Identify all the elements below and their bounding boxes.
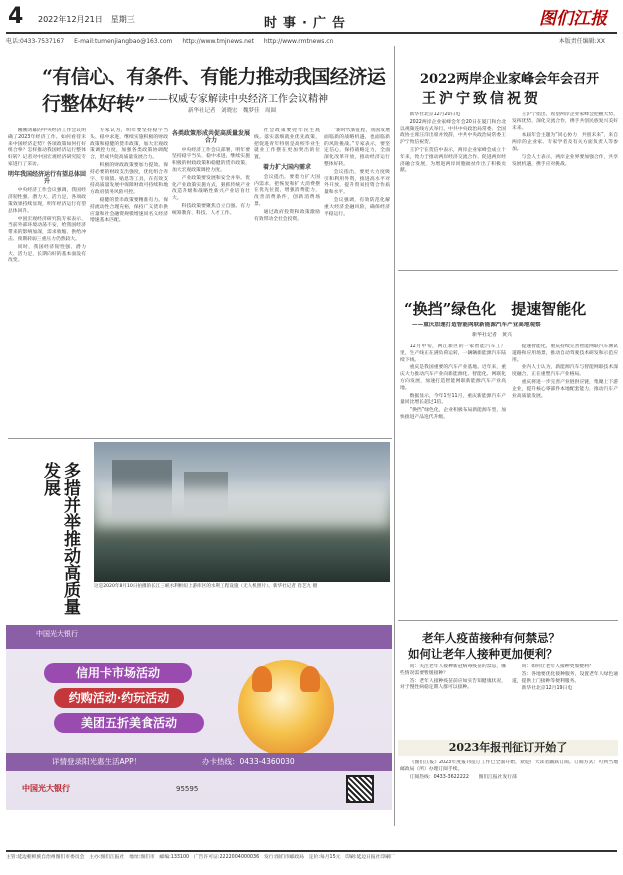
vertical-headline: 多措并举推动高质量发展 bbox=[40, 462, 80, 615]
right-headline-2: “换挡”绿色化 提速智能化 bbox=[404, 300, 587, 318]
article-paragraph: 重庆将进一步完善产业链供应链，集聚上下游企业，提升核心零部件本地配套能力，推动汽车产业高质量发展。 bbox=[512, 379, 618, 399]
ad-headline-2: 约购活动·约玩活动 bbox=[54, 688, 184, 708]
article-paragraph: 会议强调，有效防范化解重大经济金融风险，确保经济平稳运行。 bbox=[324, 197, 390, 217]
article-paragraph: 重庆是我国重要的汽车产业基地。近年来，重庆大力推动汽车产业向新能源化、智能化、网联化方向发展，加速打造智能网联新能源汽车产业高地。 bbox=[400, 365, 506, 391]
article-column-3 bbox=[172, 128, 250, 428]
phone: 电话:0433-7537167 bbox=[6, 38, 65, 45]
article-paragraph: 12月中旬，两江新区的一家智能汽车工厂里，生产线正在满负荷运转，一辆辆新能源汽车陆续下线。 bbox=[400, 344, 506, 363]
right-byline-2: 新华社记者 黄兴 bbox=[472, 332, 513, 338]
bank-advertisement bbox=[6, 625, 392, 810]
service-number: 95595 bbox=[176, 785, 199, 793]
article-paragraph: 中央经济工作会议部署，明年要坚持稳字当头、稳中求进，继续实施积极的财政政策和稳健的货币政策，加大宏观政策调控力度。 bbox=[172, 147, 250, 173]
ad-app-text: 详情登录阳光惠生活APP！ bbox=[52, 757, 142, 766]
article-paragraph: 同时，我国经济韧性强、潜力大、活力足，长期向好的基本面没有改变。 bbox=[8, 244, 86, 264]
article-paragraph: “新时代新征程，我国发展面临新的战略机遇，也面临新的风险挑战。”专家表示，要坚定信心，保持战略定力，全面深化改革开放，推动经济运行整体好转。 bbox=[324, 128, 390, 167]
article-paragraph: 问：关注老年人接种新冠病毒疫苗的禁忌，哪些情况需要暂缓接种？ bbox=[400, 664, 506, 676]
mascot-ear bbox=[300, 666, 320, 692]
mascot-ear bbox=[252, 666, 272, 692]
right-headline-1b: 王沪宁致信祝贺 bbox=[422, 91, 541, 107]
right-article-2-col-b bbox=[512, 344, 618, 614]
cloud-layer bbox=[94, 487, 390, 527]
article-paragraph: 本届年会主题为“同心协力 共创未来”，来自两岸的企业家、专家学者及有关方面负责人等参加。 bbox=[512, 133, 618, 152]
article-column-2 bbox=[90, 128, 168, 428]
article-column-4 bbox=[254, 128, 320, 428]
article-column-5 bbox=[324, 128, 390, 428]
right-headline-1: 2022两岸企业家峰会年会召开 bbox=[420, 72, 600, 87]
article-paragraph: 产业政策要发展和安全并举。优化产业政策实施方式，狠抓传统产业改造升级和战略性新兴产业培育壮大。 bbox=[172, 175, 250, 202]
ad-info-bar bbox=[6, 753, 392, 771]
editor-line: 本版责任编辑:XX bbox=[558, 38, 605, 45]
main-headline: “有信心、有条件、有能力推动我国经济运行整体好转” bbox=[42, 66, 386, 115]
footer-info: 主管:延边朝鲜族自治州图们市委员会 主办:图们江报社 地址:图们市 邮编:133100 广告许可证:2222004000036 发行:图们市邮政局 定价:每月15元 印刷:延边日报社印刷厂 bbox=[6, 850, 617, 872]
article-paragraph: 业内人士认为，新能源汽车与智能网联技术深度融合，正在重塑汽车产业格局。 bbox=[512, 365, 618, 378]
article-section-head: 着力扩大国内需求 bbox=[262, 163, 311, 171]
article-paragraph: 王沪宁指出，希望两岸企业家峰会把握大势，发挥优势，深化交流合作，携手共创民族复兴美好未来。 bbox=[512, 112, 618, 131]
email: E-mail:tumenjiangbao@163.com bbox=[74, 38, 173, 45]
section-divider bbox=[398, 620, 618, 621]
right-article-3-col-b bbox=[512, 664, 618, 736]
right-subheadline-2: ——重庆加速打造智能网联新能源汽车产业高地观察 bbox=[412, 322, 541, 328]
ad-ribbon bbox=[6, 625, 392, 649]
article-paragraph: 会议指出，要更大力度吸引和利用外资，推进高水平对外开放，提升贸易投资合作质量和水平。 bbox=[324, 169, 390, 196]
right-article-3-col-a bbox=[400, 664, 506, 736]
article-paragraph: 积极的财政政策要加力提效。保持必要的财政支出强度，优化组合赤字、专项债、贴息等工具，在有效支持高质量发展中保障财政可持续和地方政府债务风险可控。 bbox=[90, 162, 168, 196]
main-byline: 新华社记者 刘晓宏 魏梦佳 周圆 bbox=[188, 108, 277, 114]
article-paragraph: 与会人士表示，两岸企业界要加强合作，共享发展机遇，携手应对挑战。 bbox=[512, 154, 618, 167]
article-paragraph: 通过政府投资和政策激励有效带动全社会投资。 bbox=[254, 209, 320, 222]
right-article-2-col-a bbox=[400, 344, 506, 614]
ad-brand-top: 中国光大银行 bbox=[36, 630, 78, 638]
section-title: 时事·广告 bbox=[264, 16, 351, 31]
right-article-1-col-a bbox=[400, 112, 506, 262]
article-paragraph: 数据显示，今年1至11月，重庆新能源汽车产量同比增长超过1倍。 bbox=[400, 393, 506, 406]
article-paragraph: 《图们江报》2023年度报刊征订工作已全面开始，欢迎广大读者踊跃订阅。订阅方式：可到当地邮政局（所）办理订阅手续。 bbox=[400, 760, 618, 772]
newspaper-logo: 图们江报 bbox=[539, 9, 607, 29]
photo-caption: 这是2020年8月10日拍摄的长江三峡水利枢纽上游库区的水利工程设施（无人机照片）。新华社记者 肖艺九 摄 bbox=[94, 584, 318, 589]
article-paragraph: 新华社北京12月19日电 bbox=[521, 686, 573, 692]
article-paragraph: 提速智能化，重庆持续完善智能网联汽车测试道路和应用场景，推动自动驾驶技术研发和示范应用。 bbox=[512, 344, 618, 363]
subscribe-details bbox=[400, 760, 618, 844]
water-surface bbox=[94, 544, 390, 582]
right-headline-3: 老年人疫苗接种有何禁忌？ bbox=[422, 631, 560, 645]
article-paragraph: 社会政策要兜牢民生底线。落实落细就业优先政策，把促进青年特别是高校毕业生就业工作摆在更加突出的位置。 bbox=[254, 128, 320, 161]
article-paragraph: 中央经济工作会议强调，我国经济韧性强、潜力大、活力足，各项政策效果持续显现，明年经济运行有望总体回升。 bbox=[8, 188, 86, 214]
issue-date: 2022年12月21日 星期三 bbox=[38, 15, 135, 24]
bank-logo: 中国光大银行 bbox=[22, 784, 70, 793]
page-number: 4 bbox=[8, 4, 24, 29]
website-link[interactable]: http://www.tmjnews.net bbox=[182, 38, 254, 45]
main-subheadline: ——权威专家解读中央经济工作会议精神 bbox=[148, 94, 328, 105]
article-paragraph: 稳健的货币政策要精准有力。保持流动性合理充裕，保持广义货币供应量和社会融资规模增速同名义经济增速基本匹配。 bbox=[90, 197, 168, 224]
mascot-image bbox=[238, 660, 334, 756]
section-divider bbox=[398, 270, 618, 271]
article-section-head: 各类政策形成共促高质量发展合力 bbox=[172, 130, 250, 144]
article-paragraph: 答：老年人接种疫苗前应如实告知健康状况，对于慢性病稳定期人群可以接种。 bbox=[400, 678, 506, 691]
column-divider bbox=[394, 46, 395, 826]
right-headline-3b: 如何让老年人接种更加便利？ bbox=[408, 647, 558, 661]
contact-line bbox=[6, 32, 617, 44]
news-photo bbox=[94, 442, 390, 582]
article-paragraph: “换挡”绿色化，企业积极布局新能源车型，加快推进产品迭代升级。 bbox=[400, 408, 506, 420]
ad-headline-1: 信用卡市场活动 bbox=[44, 663, 192, 683]
article-paragraph: 专家认为，明年要坚持稳字当头、稳中求进，继续实施积极的财政政策和稳健的货币政策，加大宏观政策调控力度，加强各类政策协调配合，形成共促高质量发展合力。 bbox=[90, 128, 168, 161]
masthead bbox=[6, 4, 617, 32]
article-section-head: 明年我国经济运行有望总体回升 bbox=[8, 170, 86, 185]
article-paragraph: 中国宏观经济研究院专家表示，当前外部环境动荡不安，给我国经济带来的影响加深，需求收缩、供给冲击、预期转弱三重压力仍然较大。 bbox=[8, 216, 86, 242]
section-divider bbox=[8, 438, 392, 439]
website-link-2[interactable]: http://www.rmtnews.cn bbox=[263, 38, 334, 45]
article-paragraph: 会议提出，要着力扩大国内需求，把恢复和扩大消费摆在优先位置，增强消费能力，改善消费条件，创新消费场景。 bbox=[254, 174, 320, 207]
article-paragraph: 刚刚闭幕的中央经济工作会议明确了2023年经济工作。如何看待未来中国经济走势？各项政策如何打好组合拳？怎样推动我国经济运行整体好转？记者对中国宏观经济研究院专家进行了采访。 bbox=[8, 128, 86, 167]
subscribe-banner: 2023年报刊征订开始了 bbox=[398, 740, 618, 756]
ad-headline-3: 美团五折美食活动 bbox=[54, 713, 204, 733]
qr-code-icon bbox=[346, 775, 374, 803]
article-paragraph: 新华社北京12月20日电 bbox=[409, 112, 461, 117]
article-paragraph: 订阅热线：0433-3622222 图们江报社发行部 bbox=[409, 774, 517, 780]
article-paragraph: 科技政策要聚焦自立自强。有力统筹教育、科技、人才工作。 bbox=[172, 203, 250, 216]
article-column-1 bbox=[8, 128, 86, 428]
article-paragraph: 问：如何让老年人接种更加便利？ bbox=[521, 664, 594, 669]
article-paragraph: 2022两岸企业家峰会年会20日在厦门和台北以视频连线方式举行。中共中央政治局常委、全国政协主席汪洋出席并致辞，中共中央政治局常委王沪宁致信祝贺。 bbox=[400, 119, 506, 146]
right-article-1-col-b bbox=[512, 112, 618, 262]
article-paragraph: 王沪宁在贺信中表示，两岸企业家峰会成立十年来，致力于推动两岸经济交流合作、促进两岸经济融合发展，为增进两岸同胞福祉作出了积极贡献。 bbox=[400, 147, 506, 174]
ad-hotline: 办卡热线：0433-4360030 bbox=[202, 757, 295, 766]
article-paragraph: 答：各地要优化接种服务，设置老年人绿色通道，提供上门接种等便利服务。 bbox=[512, 671, 618, 684]
